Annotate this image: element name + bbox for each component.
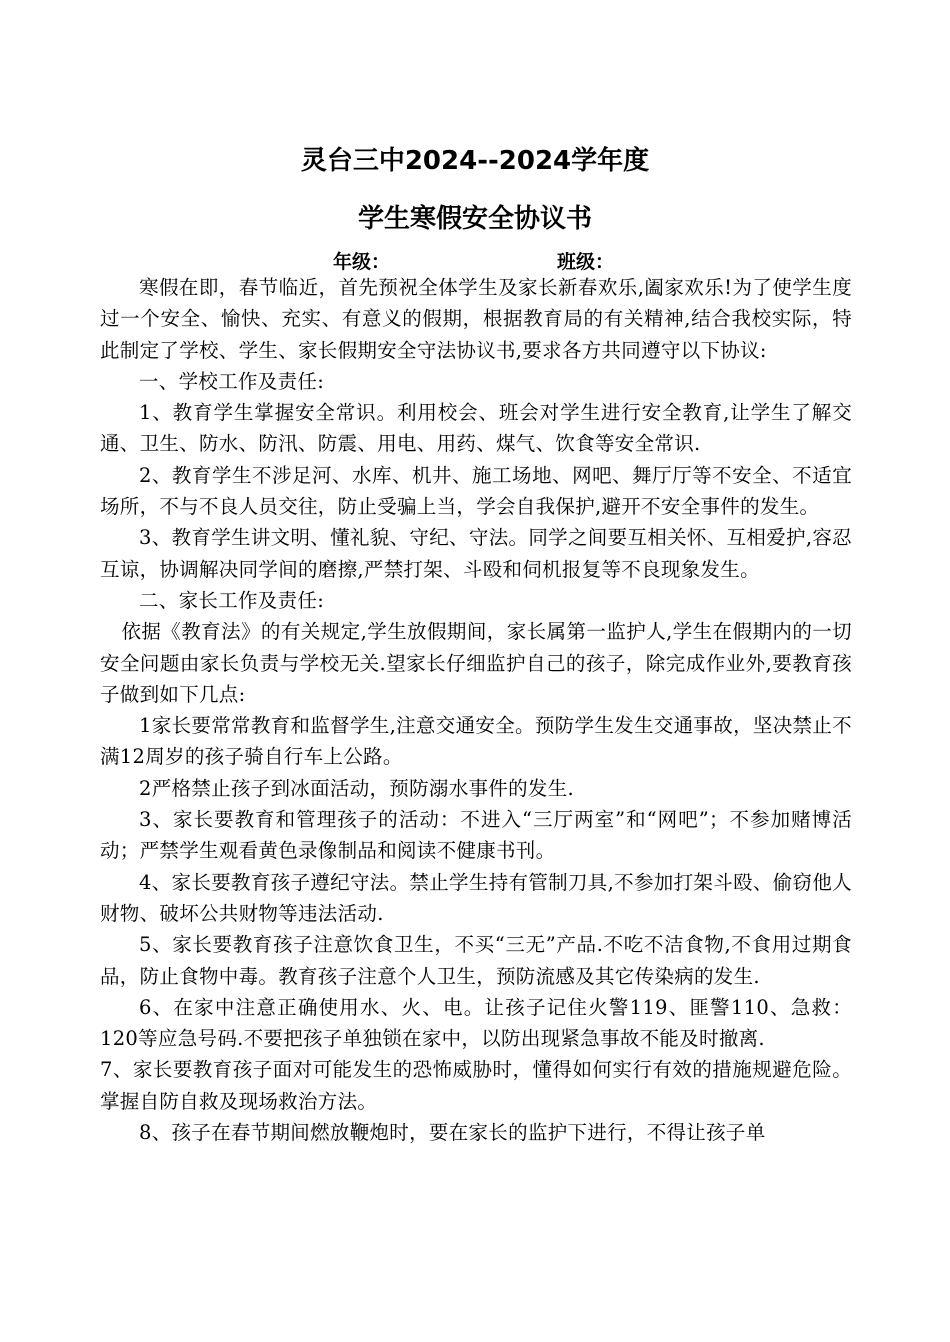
paragraph-parent-7: 7、家长要教育孩子面对可能发生的恐怖威胁时，懂得如何实行有效的措施规避危险。掌握自防自救及现场救治方法。 (100, 1058, 852, 1113)
paragraph-parent-5: 5、家长要教育孩子注意饮食卫生，不买“三无”产品.不吃不洁食物,不食用过期食品，防止食物中毒。教育孩子注意个人卫生，预防流感及其它传染病的发生. (100, 933, 852, 988)
grade-label: 年级： (333, 251, 391, 273)
paragraph-school-1: 1、教育学生掌握安全常识。利用校会、班会对学生进行安全教育,让学生了解交通、卫生、防水、防汛、防震、用电、用药、煤气、饮食等安全常识. (100, 401, 852, 456)
paragraph-parent-4: 4、家长要教育孩子遵纪守法。禁止学生持有管制刀具,不参加打架斗殴、偷窃他人财物、破坏公共财物等违法活动. (100, 870, 852, 925)
paragraph-parent-3: 3、家长要教育和管理孩子的活动：不进入“三厅两室”和“网吧”；不参加赌博活动；严禁学生观看黄色录像制品和阅读不健康书刊。 (100, 808, 852, 863)
grade-class-row (0, 247, 950, 273)
paragraph-school-3: 3、教育学生讲文明、懂礼貌、守纪、守法。同学之间要互相关怀、互相爱护,容忍互谅，协调解决同学间的磨擦,严禁打架、斗殴和伺机报复等不良现象发生。 (100, 526, 852, 581)
document-title-line2: 学生寒假安全协议书 (357, 204, 592, 234)
paragraph-parent-6: 6、在家中注意正确使用水、火、电。让孩子记住火警119、匪警110、急救：120等应急号码.不要把孩子单独锁在家中，以防出现紧急事故不能及时撤离. (100, 995, 852, 1051)
paragraph-school-2: 2、教育学生不涉足河、水库、机井、施工场地、网吧、舞厅厅等不安全、不适宜场所，不与不良人员交往，防止受骗上当，学会自我保护,避开不安全事件的发生。 (100, 463, 852, 519)
document-title-line1: 灵台三中2024--2024学年度 (300, 146, 650, 176)
section-heading-parent: 二、家长工作及责任: (139, 588, 325, 612)
paragraph-parent-intro: 依据《教育法》的有关规定,学生放假期间，家长属第一监护人,学生在假期内的一切安全问题由家长负责与学校无关.望家长仔细监护自己的孩子，除完成作业外,要教育孩子做到如下几点: (100, 620, 852, 706)
paragraph-parent-2: 2严格禁止孩子到冰面活动，预防溺水事件的发生. (139, 776, 575, 800)
document-body (100, 272, 852, 1148)
paragraph-parent-1: 1家长要常常教育和监督学生,注意交通安全。预防学生发生交通事故，坚决禁止不满12周岁的孩子骑自行车上公路。 (100, 714, 852, 769)
section-heading-school: 一、学校工作及责任: (139, 369, 325, 393)
paragraph-parent-8: 8、孩子在春节期间燃放鞭炮时，要在家长的监护下进行，不得让孩子单 (139, 1121, 766, 1145)
paragraph-intro: 寒假在即，春节临近，首先预祝全体学生及家长新春欢乐,阖家欢乐!为了使学生度过一个安全、愉快、充实、有意义的假期，根据教育局的有关精神,结合我校实际，特此制定了学校、学生、家长假期安全守法协议书,要求各方共同遵守以下协议: (100, 276, 852, 362)
class-label: 班级： (557, 251, 615, 273)
